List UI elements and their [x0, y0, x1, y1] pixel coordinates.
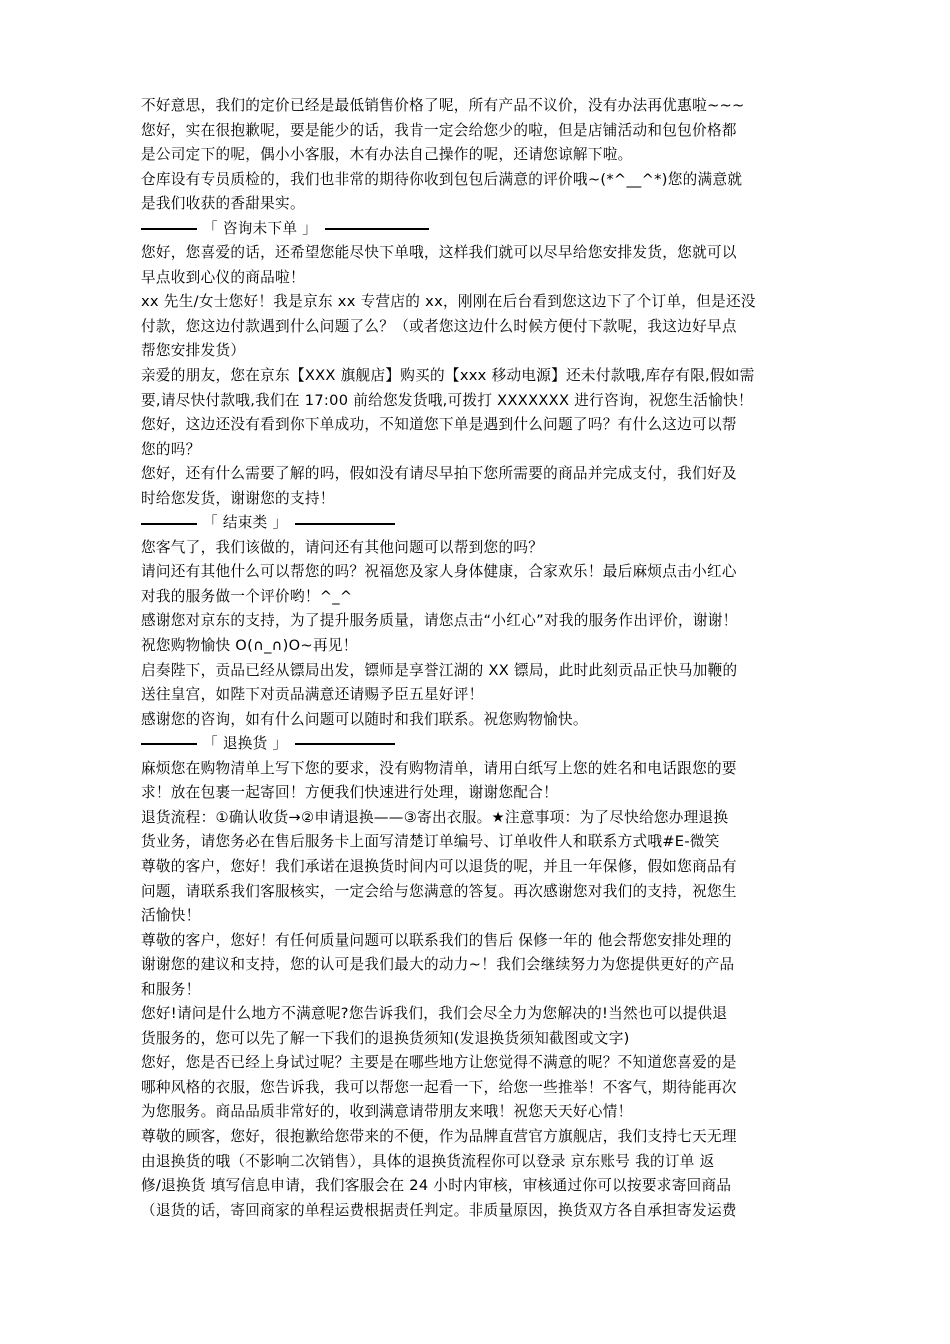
text-line: 亲爱的朋友，您在京东【XXX 旗舰店】购买的【xxx 移动电源】还未付款哦,库存有限,假如需: [141, 367, 755, 385]
text-line: 付款，您这边付款遇到什么问题了么？（或者您这边什么时候方便付下款呢，我这边好早点: [141, 317, 737, 335]
section-title: 「 咨询未下单 」: [203, 219, 318, 237]
text-line: xx 先生/女士您好！我是京东 xx 专营店的 xx，刚刚在后台看到您这边下了个订单，但是还没: [141, 293, 756, 311]
section-divider-returns: [141, 732, 813, 757]
text-line: 您好，还有什么需要了解的吗，假如没有请尽早拍下您所需要的商品并完成支付，我们好及: [141, 465, 737, 483]
text-line: 哪种风格的衣服，您告诉我，我可以帮您一起看一下，给您一些推举！不客气，期待能再次: [141, 1078, 737, 1096]
section-divider-consult: [141, 217, 813, 242]
text-line: （退货的话，寄回商家的单程运费根据责任判定。非质量原因，换货双方各自承担寄发运费: [141, 1201, 737, 1219]
text-line: 谢谢您的建议和支持，您的认可是我们最大的动力~！我们会继续努力为您提供更好的产品: [141, 956, 735, 974]
text-line: 您客气了，我们该做的，请问还有其他问题可以帮到您的吗？: [141, 538, 544, 556]
text-line: 送往皇宫，如陛下对贡品满意还请赐予臣五星好评！: [141, 686, 484, 704]
text-line: 尊敬的客户，您好！有任何质量问题可以联系我们的售后 保修一年的 他会帮您安排处理的: [141, 931, 732, 949]
divider-rule: [325, 228, 429, 230]
text-line: 不好意思，我们的定价已经是最低销售价格了呢，所有产品不议价，没有办法再优惠啦~~~: [141, 97, 745, 114]
divider-rule: [141, 228, 197, 230]
section-title: 「 结束类 」: [203, 514, 288, 532]
text-line: 您的吗？: [141, 440, 201, 458]
text-line: 早点收到心仪的商品啦！: [141, 268, 305, 286]
divider-rule: [141, 743, 197, 745]
text-line: 尊敬的顾客，您好，很抱歉给您带来的不便，作为品牌直营官方旗舰店，我们支持七天无理: [141, 1127, 737, 1145]
text-line: 问题，请联系我们客服核实，一定会给与您满意的答复。再次感谢您对我们的支持，祝您生: [141, 882, 737, 900]
text-line: 您好，您是否已经上身试过呢？主要是在哪些地方让您觉得不满意的呢？不知道您喜爱的是: [141, 1054, 737, 1072]
text-line: 启奏陛下，贡品已经从镖局出发，镖师是享誉江湖的 XX 镖局，此时此刻贡品正快马加鞭的: [141, 661, 738, 679]
text-line: 货业务，请您务必在售后服务卡上面写清楚订单编号、订单收件人和联系方式哦#E-微笑: [141, 833, 720, 851]
text-line: 和服务！: [141, 980, 201, 998]
text-line: 尊敬的客户，您好！我们承诺在退换货时间内可以退货的呢，并且一年保修，假如您商品有: [141, 857, 737, 875]
text-line: 退货流程：①确认收货→②申请退换——③寄出衣服。★注意事项：为了尽快给您办理退换: [141, 808, 729, 826]
text-line: 时给您发货，谢谢您的支持！: [141, 489, 335, 507]
divider-rule: [295, 743, 395, 745]
text-line: 是公司定下的呢，偶小小客服，木有办法自己操作的呢，还请您谅解下啦。: [141, 146, 633, 164]
text-line: 帮您安排发货）: [141, 342, 246, 360]
text-line: 对我的服务做一个评价哟！^_^: [141, 587, 353, 605]
text-line: 感谢您对京东的支持，为了提升服务质量，请您点击“小红心”对我的服务作出评价，谢谢！: [141, 612, 738, 630]
text-line: 为您服务。商品品质非常好的，收到满意请带朋友来哦！祝您天天好心情！: [141, 1103, 633, 1121]
text-line: 麻烦您在购物清单上写下您的要求，没有购物清单，请用白纸写上您的姓名和电话跟您的要: [141, 759, 737, 777]
text-line: 货服务的，您可以先了解一下我们的退换货须知(发退换货须知截图或文字): [141, 1029, 630, 1047]
text-line: 您好，这边还没有看到你下单成功，不知道您下单是遇到什么问题了吗？有什么这边可以帮: [141, 416, 737, 434]
text-line: 活愉快！: [141, 907, 201, 925]
text-line: 求！放在包裹一起寄回！方便我们快速进行处理，谢谢您配合！: [141, 784, 559, 802]
text-line: 您好!请问是什么地方不满意呢?您告诉我们，我们会尽全力为您解决的!当然也可以提供退: [141, 1005, 728, 1023]
text-line: 仓库设有专员质检的，我们也非常的期待你收到包包后满意的评价哦~(*^__^*)您的满意就: [141, 170, 743, 188]
text-line: 感谢您的咨询，如有什么问题可以随时和我们联系。祝您购物愉快。: [141, 710, 588, 728]
text-line: 您好，实在很抱歉呢，要是能少的话，我肯一定会给您少的啦，但是店铺活动和包包价格都: [141, 121, 737, 139]
document-body: [141, 94, 813, 1223]
divider-rule: [295, 523, 395, 525]
text-line: 要,请尽快付款哦,我们在 17:00 前给您发货哦,可拨打 XXXXXXX 进行咨询，祝您生活愉快！: [141, 391, 753, 409]
section-divider-closing: [141, 511, 813, 536]
text-line: 修/退换货 填写信息申请，我们客服会在 24 小时内审核，审核通过你可以按要求寄回商品: [141, 1177, 732, 1195]
text-line: 您好，您喜爱的话，还希望您能尽快下单哦，这样我们就可以尽早给您安排发货，您就可以: [141, 244, 737, 262]
text-line: 请问还有其他什么可以帮您的吗？祝福您及家人身体健康，合家欢乐！最后麻烦点击小红心: [141, 563, 737, 581]
section-title: 「 退换货 」: [203, 735, 288, 753]
text-line: 是我们收获的香甜果实。: [141, 195, 305, 213]
text-line: 由退换货的哦（不影响二次销售），具体的退换货流程你可以登录 京东账号 我的订单 返: [141, 1152, 715, 1170]
divider-rule: [141, 523, 197, 525]
text-line: 祝您购物愉快 O(∩_∩)O~再见！: [141, 637, 358, 655]
